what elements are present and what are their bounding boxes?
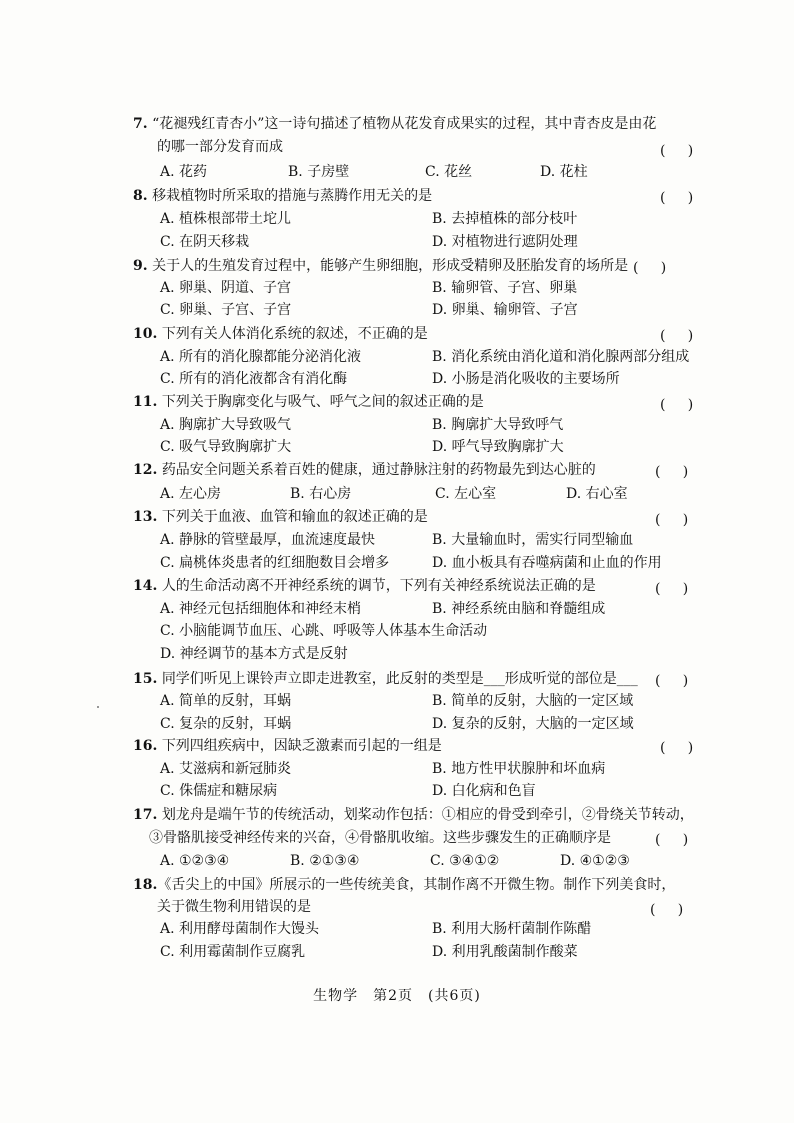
answer-paren: ( ) (655, 464, 689, 480)
answer-paren: ( ) (660, 328, 694, 344)
option: A. 卵巢、阴道、子宫 (160, 280, 292, 296)
answer-paren: ( ) (655, 832, 689, 848)
option: A. 左心房 (160, 486, 222, 502)
option: B. 利用大肠杆菌制作陈醋 (432, 921, 592, 937)
option: B. 去掉植株的部分枝叶 (432, 211, 578, 227)
option: B. ②①③④ (290, 853, 360, 869)
option: C. 复杂的反射，耳蜗 (160, 716, 292, 732)
option: D. ④①②③ (560, 853, 630, 869)
option: C. 扁桃体炎患者的红细胞数目会增多 (160, 555, 390, 571)
option: D. 呼气导致胸廓扩大 (432, 439, 564, 455)
option: A. 所有的消化腺都能分泌消化液 (160, 349, 362, 365)
question-7-stem-line-2: 的哪一部分发育而成 (157, 139, 283, 155)
option: D. 右心室 (566, 486, 628, 502)
option: D. 对植物进行遮阴处理 (432, 234, 578, 250)
option: C. 在阴天移栽 (160, 234, 250, 250)
option: A. 植株根部带土坨儿 (160, 211, 292, 227)
option: C. 利用霉菌制作豆腐乳 (160, 944, 306, 960)
question-16-stem: 16. 下列四组疾病中，因缺乏激素而引起的一组是 (133, 738, 442, 754)
option: C. 卵巢、子宫、子宫 (160, 302, 292, 318)
answer-paren: ( ) (660, 190, 694, 206)
option: B. 子房壁 (288, 164, 350, 180)
option: A. 利用酵母菌制作大馒头 (160, 921, 320, 937)
answer-paren: ( ) (655, 673, 689, 689)
question-18-stem-line-2: 关于微生物利用错误的是 (157, 899, 311, 915)
option: C. 吸气导致胸廓扩大 (160, 439, 292, 455)
option: A. 胸廓扩大导致吸气 (160, 417, 292, 433)
option: D. 神经调节的基本方式是反射 (160, 646, 348, 662)
question-7-stem-line-1: 7. “花褪残红青杏小”这一诗句描述了植物从花发育成果实的过程，其中青杏皮是由花 (133, 116, 657, 132)
option: B. 简单的反射，大脑的一定区域 (432, 693, 634, 709)
answer-paren: ( ) (660, 740, 694, 756)
answer-paren: ( ) (655, 581, 689, 597)
option: A. 简单的反射，耳蜗 (160, 693, 292, 709)
option: C. 所有的消化液都含有消化酶 (160, 371, 348, 387)
question-number: 7. (133, 116, 148, 132)
option: B. 消化系统由消化道和消化腺两部分组成 (432, 349, 690, 365)
question-8-stem: 8. 移栽植物时所采取的措施与蒸腾作用无关的是 (133, 188, 433, 204)
answer-paren: ( ) (633, 260, 667, 276)
question-18-stem-line-1: 18.《舌尖上的中国》所展示的一些传统美食，其制作离不开微生物。制作下列美食时， (133, 877, 676, 893)
option: D. 复杂的反射，大脑的一定区域 (432, 716, 634, 732)
option: C. 左心室 (435, 486, 497, 502)
option: B. 右心房 (290, 486, 352, 502)
option: B. 输卵管、子宫、卵巢 (432, 280, 578, 296)
option: A. 神经元包括细胞体和神经末梢 (160, 601, 362, 617)
question-11-stem: 11. 下列关于胸廓变化与吸气、呼气之间的叙述正确的是 (133, 394, 484, 410)
scan-speck (97, 706, 99, 708)
answer-paren: ( ) (650, 902, 684, 918)
option: C. ③④①② (430, 853, 500, 869)
question-14-stem: 14. 人的生命活动离不开神经系统的调节，下列有关神经系统说法正确的是 (133, 578, 596, 594)
option: A. 静脉的管壁最厚，血流速度最快 (160, 532, 376, 548)
option: D. 卵巢、输卵管、子宫 (432, 302, 578, 318)
option: B. 神经系统由脑和脊髓组成 (432, 601, 606, 617)
option: D. 白化病和色盲 (432, 783, 536, 799)
question-9-stem: 9. 关于人的生殖发育过程中，能够产生卵细胞，形成受精卵及胚胎发育的场所是 (133, 258, 629, 274)
page-footer: 生物学 第2页 (共6页) (313, 988, 481, 1004)
question-12-stem: 12. 药品安全问题关系着百姓的健康，通过静脉注射的药物最先到达心脏的 (133, 462, 596, 478)
answer-paren: ( ) (660, 397, 694, 413)
option: C. 小脑能调节血压、心跳、呼吸等人体基本生命活动 (160, 623, 488, 639)
option: C. 花丝 (425, 164, 473, 180)
question-15-stem: 15. 同学们听见上课铃声立即走进教室，此反射的类型是___形成听觉的部位是___ (133, 671, 638, 687)
question-13-stem: 13. 下列关于血液、血管和输血的叙述正确的是 (133, 509, 428, 525)
option: C. 侏儒症和糖尿病 (160, 783, 278, 799)
option: D. 小肠是消化吸收的主要场所 (432, 371, 620, 387)
option: B. 地方性甲状腺肿和坏血病 (432, 761, 606, 777)
option: B. 胸廓扩大导致呼气 (432, 417, 564, 433)
option: B. 大量输血时，需实行同型输血 (432, 532, 634, 548)
option: A. 艾滋病和新冠肺炎 (160, 761, 292, 777)
option: D. 花柱 (540, 164, 588, 180)
option: A. 花药 (160, 164, 208, 180)
question-17-stem-line-2: ③骨骼肌接受神经传来的兴奋，④骨骼肌收缩。这些步骤发生的正确顺序是 (149, 830, 611, 846)
option: D. 利用乳酸菌制作酸菜 (432, 944, 578, 960)
question-17-stem-line-1: 17. 划龙舟是端午节的传统活动，划桨动作包括：①相应的骨受到牵引，②骨绕关节转动， (133, 807, 694, 823)
answer-paren: ( ) (655, 512, 689, 528)
option: A. ①②③④ (160, 853, 230, 869)
option: D. 血小板具有吞噬病菌和止血的作用 (432, 555, 662, 571)
answer-paren: ( ) (660, 143, 694, 159)
question-10-stem: 10. 下列有关人体消化系统的叙述，不正确的是 (133, 326, 428, 342)
